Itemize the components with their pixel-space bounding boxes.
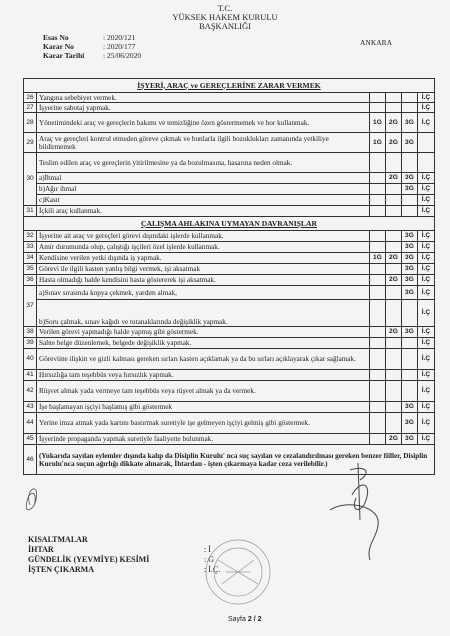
legend-label: GÜNDELİK (YEVMİYE) KESİMİ (28, 555, 150, 564)
penalty-2g: 2G (385, 113, 401, 133)
row-number: 40 (24, 349, 37, 370)
meta-value: : 25/06/2020 (103, 51, 142, 60)
row-text: Görevi ile ilgili kasten yanlış bilgi vermek, işi aksatmak (37, 264, 370, 275)
penalty-ic: İ.Ç (417, 253, 434, 264)
subrow-text: b)Soru çalmak, sınav kağıdı ve tutanaklarında değişiklik yapmak. (37, 300, 370, 327)
penalty-3g: 3G (401, 286, 417, 300)
row-number: 32 (24, 231, 37, 242)
subrow-text: a)İhmal (37, 173, 370, 184)
row-number: 43 (24, 402, 37, 413)
row-text: Göreviine ilişkin ve gizli kalması gereken sırları kasten açıklamak ya da bu sırları açıklayarak çıkar sağlamak. (37, 349, 370, 370)
signature-left-icon (26, 489, 36, 510)
row-text: İşyerine sabotaj yapmak. (37, 103, 370, 113)
row-number: 26 (24, 93, 37, 103)
penalty-ic: İ.Ç (417, 402, 434, 413)
penalty-3g: 3G (401, 253, 417, 264)
penalty-1g: 1G (369, 113, 385, 133)
subrow-text: c)Kasıt (37, 195, 370, 206)
penalty-ic: İ.Ç (417, 103, 434, 113)
section-title-text: ÇALIŞMA AHLAKINA UYMAYAN DAVRANIŞLAR (141, 218, 317, 228)
penalty-ic: İ.Ç (417, 381, 434, 402)
official-stamp-icon (206, 540, 270, 604)
row-number: 37 (24, 286, 37, 327)
legend-value: : G (204, 555, 214, 564)
penalty-ic: İ.Ç (417, 206, 434, 217)
row-text: Kendisine verilen yetki dışında iş yapmak. (37, 253, 370, 264)
page-value: 2 / 2 (247, 616, 262, 623)
penalty-ic: İ.Ç (417, 231, 434, 242)
legend-title: KISALTMALAR (28, 535, 88, 544)
penalty-ic: İ.Ç (417, 173, 434, 184)
legend-value: : İ.Ç. (204, 565, 221, 574)
penalty-2g: 2G (385, 275, 401, 286)
row-number: 35 (24, 264, 37, 275)
row-number: 28 (24, 113, 37, 133)
penalty-3g: 3G (401, 173, 417, 184)
row-number: 41 (24, 370, 37, 381)
row-text: Amir durumunda olup, çalıştığı işçileri özel işlerde kullanmak. (37, 242, 370, 253)
row-text: Yerine imza atmak yada kartını bastırmak suretiyle işe gelmeyen işçiyi gelmiş gibi göstermek. (37, 413, 370, 434)
penalty-3g: 3G (401, 275, 417, 286)
penalty-2g: 2G (385, 253, 401, 264)
penalty-ic: İ.Ç (417, 286, 434, 300)
page-prefix: Sayfa (228, 616, 248, 623)
row-text: Hırsızlığa tam teşebbüs veya hırsızlık yapmak. (37, 370, 370, 381)
penalty-3g: 3G (401, 402, 417, 413)
header-institution: YÜKSEK HAKEM KURULU (172, 12, 278, 22)
row-number: 44 (24, 413, 37, 434)
subrow-text: a)Sınav sırasında kopya çekmek, yardım almak, (37, 286, 370, 300)
row-text: Yangına sebebiyet vermek. (37, 93, 370, 103)
penalty-ic: İ.Ç (417, 113, 434, 133)
penalty-ic: İ.Ç (417, 93, 434, 103)
signature-right-icon (330, 463, 378, 560)
row-number: 31 (24, 206, 37, 217)
penalty-ic: İ.Ç (417, 195, 434, 206)
penalty-ic: İ.Ç (417, 275, 434, 286)
penalty-3g: 3G (401, 242, 417, 253)
row-text: Teslim edilen araç ve gereçlerin yitirilmesine ya da bozulmasına, hasarına neden olmak. (37, 153, 370, 173)
meta-label: Karar No (43, 42, 74, 51)
row-number: 34 (24, 253, 37, 264)
penalty-2g: 2G (385, 173, 401, 184)
penalty-1g: 1G (369, 133, 385, 153)
penalty-ic: İ.Ç (417, 327, 434, 338)
row-number: 29 (24, 133, 37, 153)
row-text: İşyerinde propaganda yapmak suretiyle faaliyette bulunmak. (37, 434, 370, 445)
row-text: İçkili araç kullanmak. (37, 206, 370, 217)
row-text: İşe başlamayan işçiyi başlamış gibi göstermek (37, 402, 370, 413)
city: ANKARA (360, 38, 393, 47)
row-text: Yönetimindeki araç ve gereçlerin bakımı ve temizliğine özen göstermemek ve hor kullanmak. (37, 113, 370, 133)
penalty-3g: 3G (401, 434, 417, 445)
penalty-3g: 3G (401, 113, 417, 133)
penalty-ic: İ.Ç (417, 349, 434, 370)
penalty-3g: 3G (401, 413, 417, 434)
subrow-text: b)Ağır ihmal (37, 184, 370, 195)
penalty-3g: 3G (401, 184, 417, 195)
penalty-3g: 3G (401, 133, 417, 153)
section-title-text: İŞYERİ, ARAÇ ve GEREÇLERİNE ZARAR VERMEK (137, 80, 321, 90)
penalty-2g: 2G (385, 434, 401, 445)
meta-value: : 2020/177 (103, 42, 136, 51)
row-number: 42 (24, 381, 37, 402)
row-text: Araç ve gereçleri kontrol etmeden göreve çıkmak ve bunlarla ilgili bozuklukları zamanında yetkiliye bildirmemek (37, 133, 370, 153)
row-text: İşyerine ait araç ve gereçleri görevi dışındaki işlerde kullanmak. (37, 231, 370, 242)
penalty-ic: İ.Ç (417, 184, 434, 195)
penalty-3g: 3G (401, 231, 417, 242)
row-text: Hasta olmadığı halde kendisini hasta göstererek işi aksatmak. (37, 275, 370, 286)
penalty-3g: 3G (401, 264, 417, 275)
row-number: 45 (24, 434, 37, 445)
row-number: 36 (24, 275, 37, 286)
legend-value: : İ (204, 545, 211, 554)
penalty-ic: İ.Ç (417, 370, 434, 381)
row-number: 30 (24, 153, 37, 206)
penalty-ic: İ.Ç (417, 413, 434, 434)
row-number: 33 (24, 242, 37, 253)
legend-label: İHTAR (28, 545, 54, 554)
row-text: Verilen görevi yapmadığı halde yapmış gibi göstermek. (37, 327, 370, 338)
row-number: 27 (24, 103, 37, 113)
row-text: (Yukarıda sayılan eylemler dışında kalıp da Disiplin Kurulu' nca suç sayılan ve cezalandırılması gereken benzer fiiller, Disiplin Kurulu'nca suçun ağırlığı dikkate alınarak, İhtardan - işten çıkarmaya kadar ceza verilebilir.) (37, 445, 435, 475)
meta-value: : 2020/121 (103, 33, 136, 42)
penalty-ic: İ.Ç (417, 242, 434, 253)
penalty-1g: 1G (369, 253, 385, 264)
penalty-2g: 2G (385, 133, 401, 153)
legend-label: İŞTEN ÇIKARMA (28, 565, 95, 574)
penalty-ic: İ.Ç (417, 300, 434, 327)
penalty-2g: 2G (385, 327, 401, 338)
row-text: Sahte belge düzenlemek, belgede değişiklik yapmak. (37, 338, 370, 349)
row-number: 46 (24, 445, 37, 475)
header-presidency: BAŞKANLIĞI (199, 21, 251, 31)
row-number: 39 (24, 338, 37, 349)
header-tc: T.C. (217, 3, 233, 13)
row-text: Rüşvet almak yada vermeye tam teşebbüs veya rüşvet almak ya da vermek. (37, 381, 370, 402)
row-number: 38 (24, 327, 37, 338)
penalty-ic: İ.Ç (417, 338, 434, 349)
penalty-ic: İ.Ç (417, 264, 434, 275)
meta-label: Karar Tarihi (43, 51, 85, 60)
penalty-3g: 3G (401, 327, 417, 338)
penalty-ic: İ.Ç (417, 434, 434, 445)
meta-label: Esas No (43, 33, 69, 42)
